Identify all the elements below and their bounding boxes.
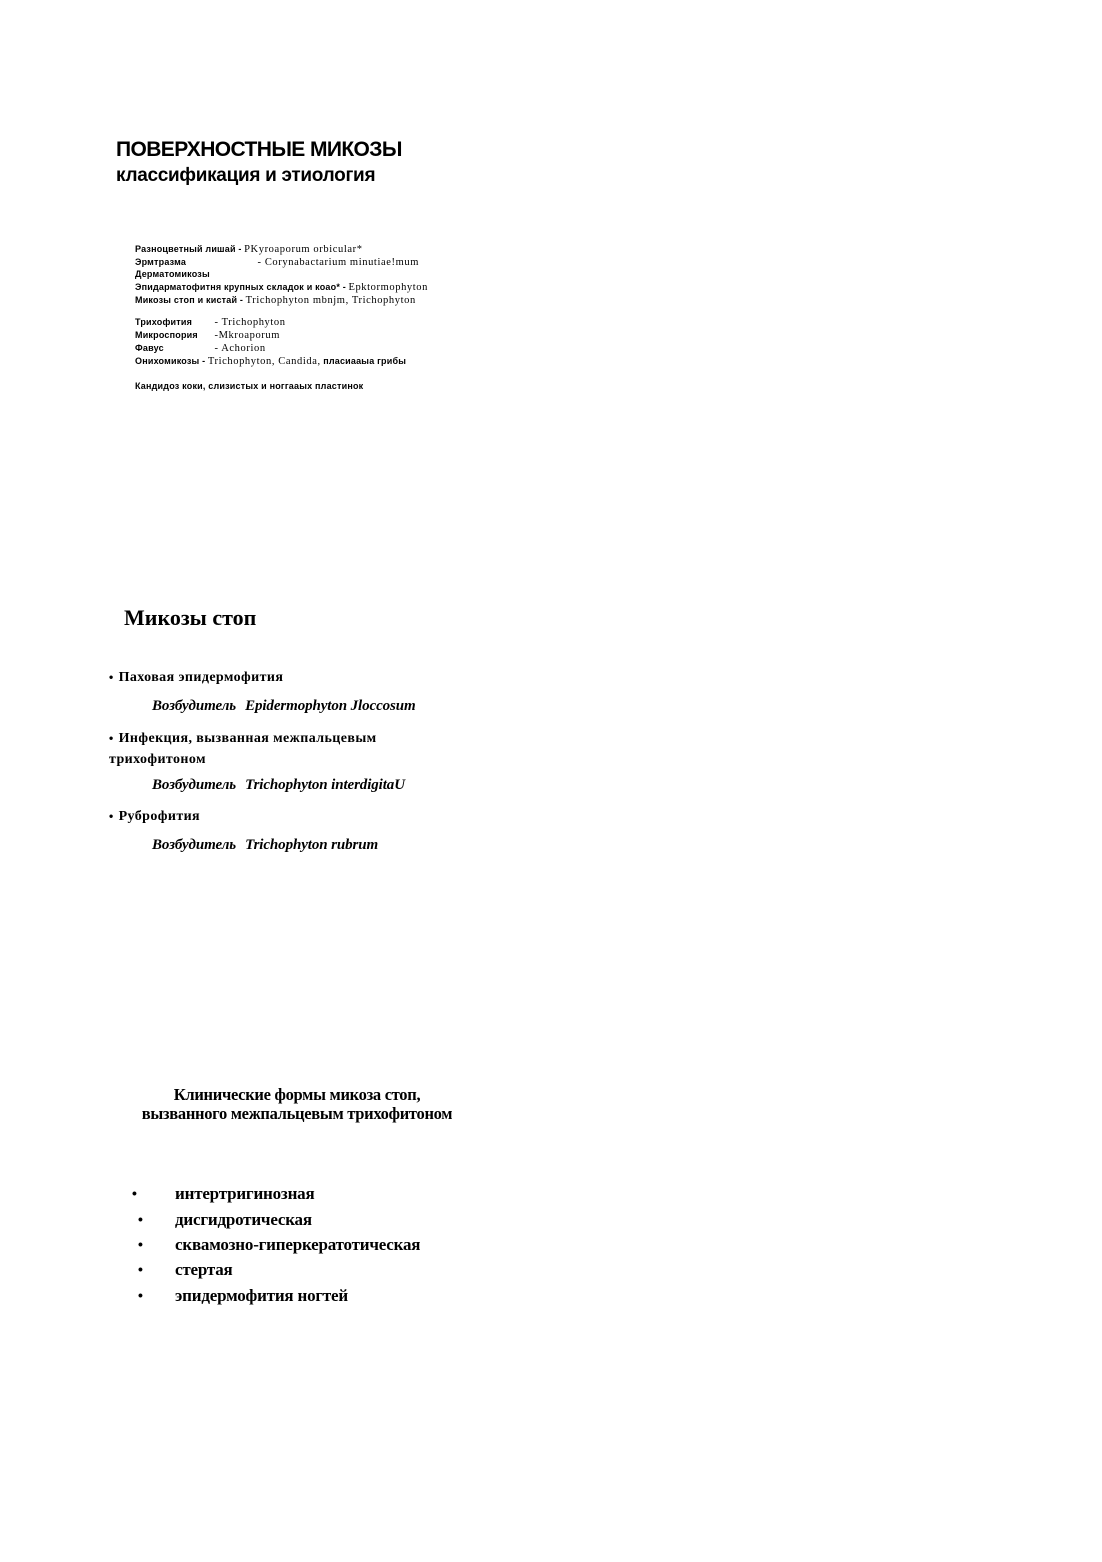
etiology-row <box>135 355 406 368</box>
form-name: сквамозно-гиперкератотическая <box>175 1235 421 1254</box>
list-item <box>109 667 283 688</box>
etiology-row <box>135 294 416 307</box>
classification-title: ПОВЕРХНОСТНЫЕ МИКОЗЫ <box>116 138 402 161</box>
agent-label: Возбудитель <box>152 837 237 853</box>
row-label: Онихомикозы - <box>135 356 206 366</box>
item-name-continued: трихофитоном <box>109 752 206 767</box>
row-value: Trichophyton mbnjm, Trichophyton <box>245 295 416 306</box>
etiology-row <box>135 380 363 393</box>
row-label: Микозы стоп и кистай - <box>135 295 244 305</box>
row-label: Разноцветный лишай - <box>135 244 242 254</box>
agent-label: Возбудитель <box>152 777 237 793</box>
row-value: PKyroaporum orbicular* <box>244 244 363 255</box>
form-name: эпидермофития ногтей <box>175 1286 348 1305</box>
bullet-icon: • <box>138 1211 143 1227</box>
bullet-icon: • <box>109 731 114 745</box>
clinical-forms-title <box>0 1085 594 1123</box>
row-value: - Corynabactarium minutiae!mum <box>257 257 419 268</box>
agent-line <box>152 698 416 715</box>
row-label: Дерматомикозы <box>135 269 210 279</box>
bullet-icon: • <box>138 1236 143 1252</box>
bullet-icon: • <box>132 1185 137 1201</box>
item-name: Инфекция, вызванная межпальцевым <box>118 731 377 746</box>
row-value: -Mkroaporum <box>214 330 281 341</box>
clinical-forms-title-line1: Клинические формы микоза стоп, <box>173 1085 421 1104</box>
clinical-form-item <box>132 1184 315 1204</box>
item-name: Паховая эпидермофития <box>118 670 284 685</box>
row-value: Epktormophyton <box>348 282 428 293</box>
agent-line <box>152 777 405 794</box>
list-item <box>109 728 377 770</box>
row-label: Эпидарматофитня крупных складок и коао* - <box>135 282 346 292</box>
etiology-row <box>135 268 210 281</box>
row-value: Trichophyton, Candida, <box>207 356 321 367</box>
agent-label: Возбудитель <box>152 698 237 714</box>
foot-mycoses-title: Микозы стоп <box>124 605 257 630</box>
agent-value: Trichophyton rubrum <box>245 837 379 853</box>
bullet-icon: • <box>109 809 114 823</box>
bullet-icon: • <box>109 670 114 684</box>
form-name: дисгидротическая <box>175 1210 312 1229</box>
etiology-row <box>135 243 363 256</box>
item-name: Руброфития <box>118 809 201 824</box>
row-label: Трихофития <box>135 317 193 327</box>
clinical-form-item <box>138 1286 348 1306</box>
row-label: Фавус <box>135 343 164 353</box>
etiology-row <box>135 316 286 329</box>
row-value: - Trichophyton <box>214 317 286 328</box>
form-name: интертригинозная <box>175 1184 315 1203</box>
list-item <box>109 806 200 827</box>
bullet-icon: • <box>138 1261 143 1277</box>
etiology-row <box>135 342 266 355</box>
clinical-form-item <box>138 1235 421 1255</box>
bullet-icon: • <box>138 1287 143 1303</box>
agent-line <box>152 837 378 854</box>
classification-subtitle: классификация и этиология <box>116 165 376 186</box>
row-label: Эрмтразма <box>135 257 187 267</box>
agent-value: Epidermophyton Jloccosum <box>245 698 416 714</box>
agent-value: Trichophyton interdigitaU <box>245 777 405 793</box>
clinical-form-item <box>138 1210 312 1230</box>
etiology-row <box>135 329 280 342</box>
row-value-bold: пласиааыа грибы <box>323 356 407 366</box>
row-label: Кандидоз коки, слизистых и ноггааых пластинок <box>135 381 364 391</box>
etiology-row <box>135 281 428 294</box>
row-value: - Achorion <box>214 343 266 354</box>
clinical-forms-title-line2: вызванного межпальцевым трихофитоном <box>141 1104 453 1123</box>
form-name: стертая <box>175 1260 233 1279</box>
row-label: Микроспория <box>135 330 198 340</box>
clinical-form-item <box>138 1260 233 1280</box>
